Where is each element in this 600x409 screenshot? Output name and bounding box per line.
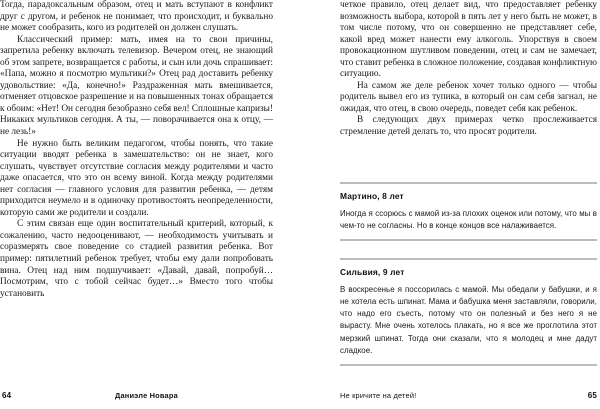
paragraph: В следующих двух примерах четко прослеживается стремление детей делать то, что просят родители.	[340, 115, 597, 138]
paragraph: Не нужно быть великим педагогом, чтобы понять, что такие ситуации вводят ребенка в замешательство: он не знает, кого слушать, чувствует отсутствие согласия между родителями и часто даже опасается, что это он всему виной. Когда между родителями нет согласия — главного условия для развития ребенка, — детям приходится неумело и в одиночку противостоять неопределенности, которую сами же родители и создали.	[0, 138, 273, 218]
testimonial-content	[340, 260, 597, 365]
testimonial-title: Сильвия, 9 лет	[340, 266, 405, 277]
page-number: 65	[587, 391, 597, 400]
testimonial-text: В воскресенье я поссорилась с мамой. Мы обедали у бабушки, и я не хотела есть шпинат. Мама и бабушка меня заставляли, говорили, что надо его съесть, потому что он полезный и без него я не вырасту. Мне очень хотелось плакать, но я все же проглотила этот мерзкий шпинат. Тогда они сказали, что я молодец и мне дадут сладкое.	[340, 284, 597, 355]
right-column-text	[340, 0, 597, 139]
page-right	[300, 0, 600, 409]
running-head-title: Не кричите на детей!	[340, 391, 417, 400]
testimonial-box-silviya	[340, 258, 597, 366]
page-right-footer	[300, 388, 600, 400]
page-left-footer	[0, 388, 300, 400]
page-number: 64	[2, 391, 12, 400]
testimonial-title: Мартино, 8 лет	[340, 190, 404, 201]
rule-bottom	[340, 239, 597, 241]
paragraph: четкое правило, отец делает вид, что предоставляет ребенку возможность выбора, которой в пять лет у него быть не может, в том числе потому, что он совершенно не представляет себе, какой вред может нанести ему алкоголь. Упорствуя в своем провокационном шутливом поведении, отец и сам не замечает, что ставит ребенка в сложное положение, создавая конфликтную ситуацию.	[340, 0, 597, 80]
paragraph: С этим связан еще один воспитательный критерий, который, к сожалению, часто недооценивают, — необходимость учитывать и соразмерять свое поведение со стадией развития ребенка. Вот пример: пятилетний ребенок требует, чтобы ему дали попробовать вина. Отец над ним подшучивает: «Давай, давай, попробуй… Посмотрим, что с тобой сейчас будет…» Вместо того чтобы установить	[0, 219, 273, 299]
running-head-author: Даниэле Новара	[115, 391, 178, 400]
paragraph: Тогда, парадоксальным образом, отец и мать вступают в конфликт друг с другом, и ребенок не понимает, что происходит, и буквально не может сообразить, кого из родителей он должен слушать.	[0, 0, 273, 34]
paragraph: На самом же деле ребенок хочет только одного — чтобы родитель вывел его из тупика, в который он сам себя загнал, не ожидая, что отец, в свою очередь, поведет себя как ребенок.	[340, 80, 597, 114]
testimonial-text: Иногда я ссорюсь с мамой из-за плохих оценок или потому, что мы в чем-то не согласны. Но в конце концов все налаживается.	[340, 208, 597, 230]
testimonial-box-martino	[340, 182, 597, 241]
paragraph: Классический пример: мать, имея на то свои причины, запретила ребенку включать телевизор. Вечером отец, не знающий об этом запрете, возвращается с работы, и сын или дочь спрашивает: «Папа, можно я посмотрю мультики?» Отец рад доставить ребенку удовольствие: «Да, конечно!» Раздраженная мать вмешивается, отменяет отцовское разрешение и на повышенных тонах обращается к обоим: «Нет! Он сегодня безобразно себя вел! Сплошные капризы! Никаких мультиков сегодня. А ты, — поворачивается она к отцу, — не лезь!»	[0, 34, 273, 138]
left-column-text	[0, 0, 273, 300]
testimonial-content	[340, 184, 597, 240]
rule-bottom	[340, 364, 597, 366]
